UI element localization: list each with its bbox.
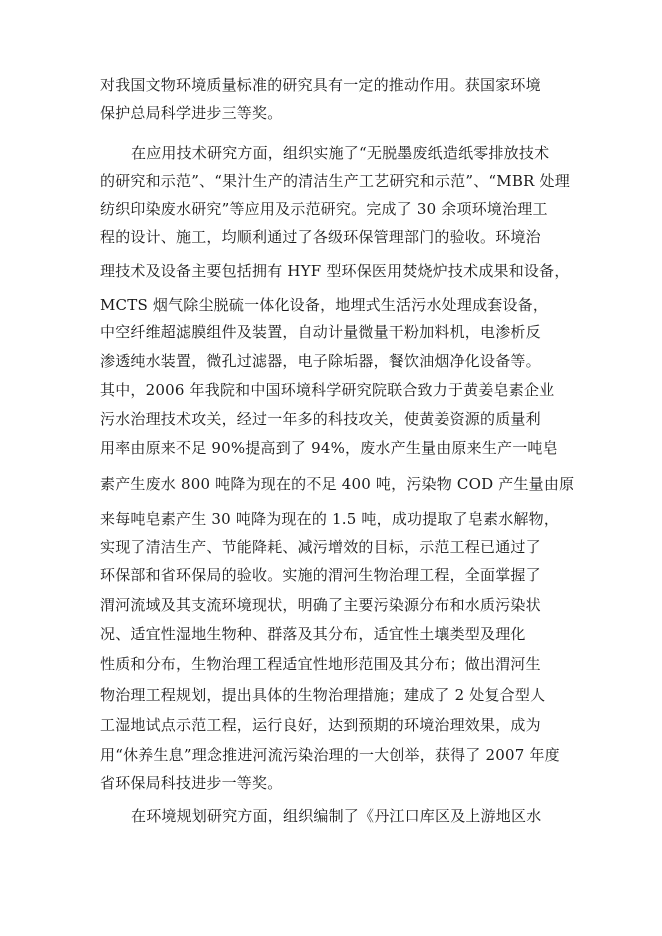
text-line: 中空纤维超滤膜组件及装置，自动计量微量干粉加料机，电渗析反 xyxy=(100,323,541,341)
text-line: 理技术及设备主要包括拥有 HYF 型环保医用焚烧炉技术成果和设备， xyxy=(100,262,570,280)
text-line: 工湿地试点示范工程，运行良好，达到预期的环境治理效果，成为 xyxy=(100,716,541,734)
text-line: 用率由原来不足 90%提高到了 94%，废水产生量由原来生产一吨皂 xyxy=(100,439,558,457)
text-line: 渗透纯水装置，微孔过滤器，电子除垢器，餐饮油烟净化设备等。 xyxy=(100,352,541,370)
text-line: 来每吨皂素产生 30 吨降为现在的 1.5 吨，成功提取了皂素水解物， xyxy=(100,510,560,528)
text-line: 对我国文物环境质量标准的研究具有一定的推动作用。获国家环境 xyxy=(100,76,541,94)
text-line: 况、适宜性湿地生物种、群落及其分布，适宜性土壤类型及理化 xyxy=(100,625,526,643)
text-line: 污水治理技术攻关，经过一年多的科技攻关，使黄姜资源的质量利 xyxy=(100,410,541,428)
text-line: 环保部和省环保局的验收。实施的渭河生物治理工程，全面掌握了 xyxy=(100,566,541,584)
text-line: 渭河流域及其支流环境现状，明确了主要污染源分布和水质污染状 xyxy=(100,596,541,614)
text-line: 素产生废水 800 吨降为现在的不足 400 吨，污染物 COD 产生量由原 xyxy=(100,475,575,493)
paragraph-start-line: 在应用技术研究方面，组织实施了“无脱墨废纸造纸零排放技术 xyxy=(131,144,550,162)
text-line: 保护总局科学进步三等奖。 xyxy=(100,104,283,122)
text-line: MCTS 烟气除尘脱硫一体化设备，地埋式生活污水处理成套设备， xyxy=(100,296,549,314)
text-line: 纺织印染废水研究”等应用及示范研究。完成了 30 余项环境治理工 xyxy=(100,200,548,218)
paragraph-start-line: 在环境规划研究方面，组织编制了《丹江口库区及上游地区水 xyxy=(131,807,542,825)
text-line: 物治理工程规划，提出具体的生物治理措施；建成了 2 处复合型人 xyxy=(100,686,546,704)
text-line: 其中，2006 年我院和中国环境科学研究院联合致力于黄姜皂素企业 xyxy=(100,381,555,399)
text-line: 程的设计、施工，均顺利通过了各级环保管理部门的验收。环境治 xyxy=(100,228,541,246)
text-line: 实现了清洁生产、节能降耗、减污增效的目标，示范工程已通过了 xyxy=(100,538,541,556)
text-line: 省环保局科技进步一等奖。 xyxy=(100,774,283,792)
text-line: 性质和分布，生物治理工程适宜性地形范围及其分布；做出渭河生 xyxy=(100,655,541,673)
text-line: 的研究和示范”、“果汁生产的清洁生产工艺研究和示范”、“MBR 处理 xyxy=(100,172,570,190)
text-line: 用“休养生息”理念推进河流污染治理的一大创举，获得了 2007 年度 xyxy=(100,746,560,764)
